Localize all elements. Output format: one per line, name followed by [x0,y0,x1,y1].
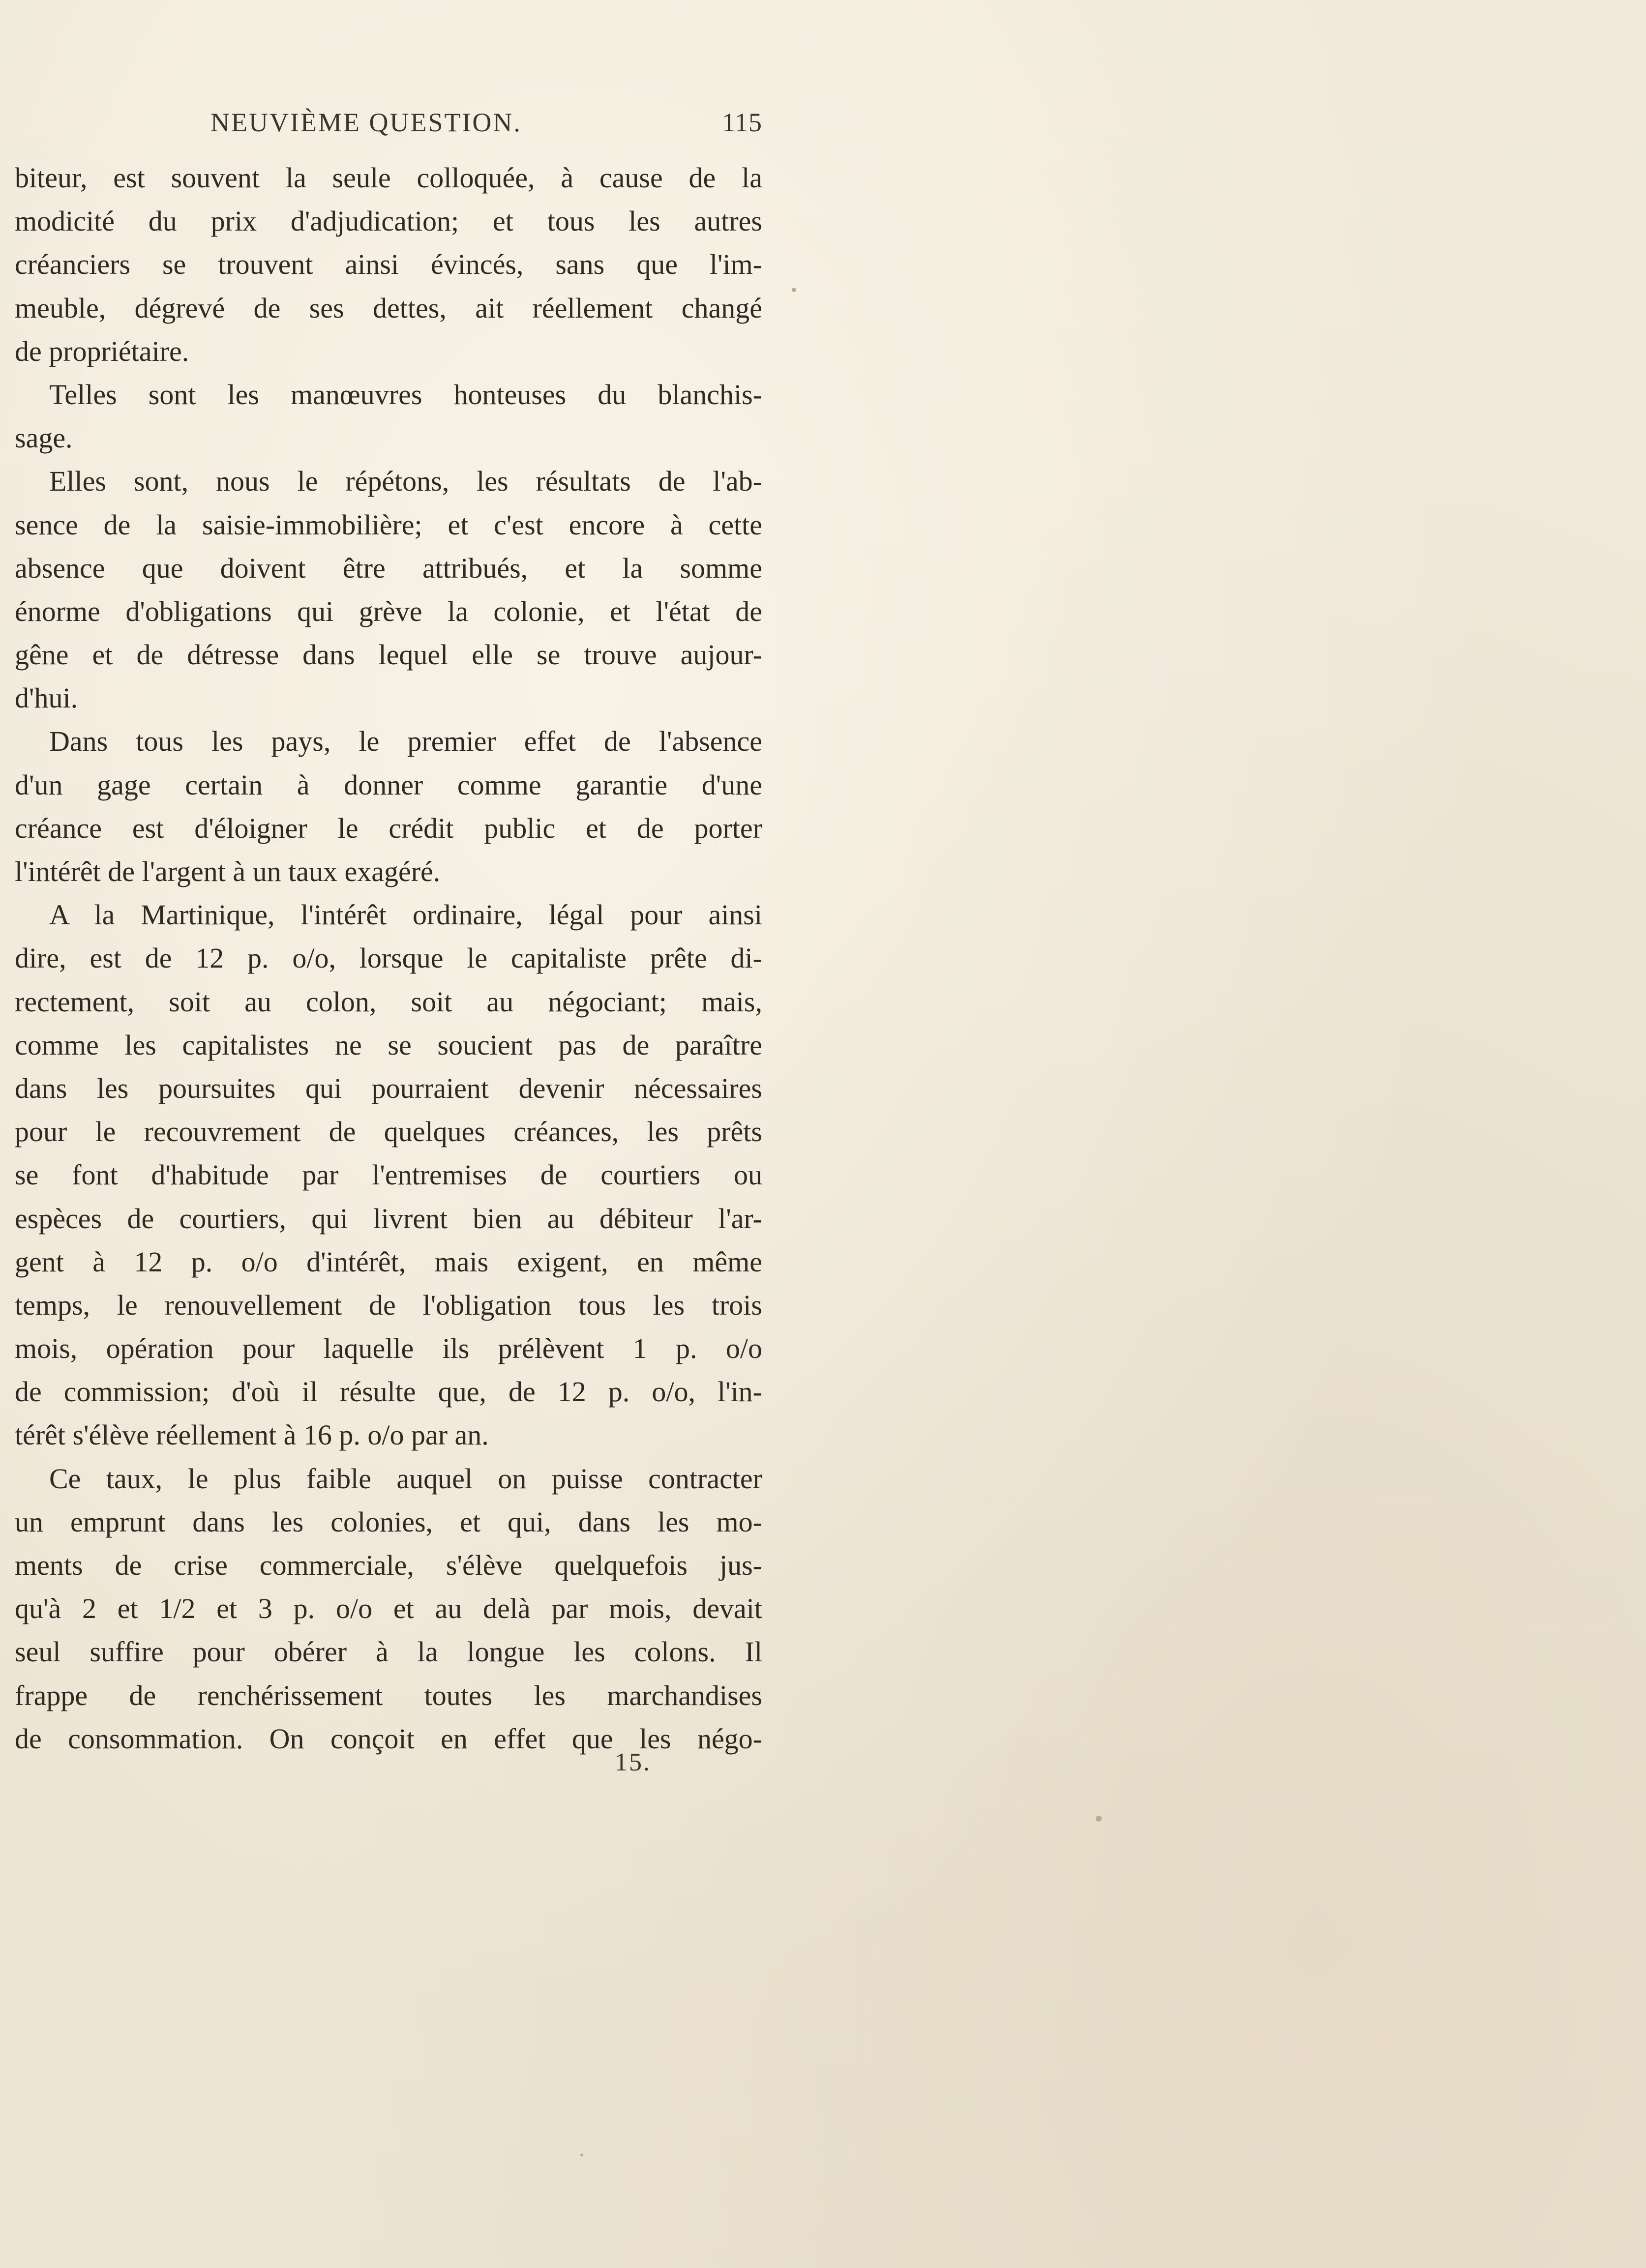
text-line: comme les capitalistes ne se soucient pas de paraître [15,1029,762,1061]
running-title: NEUVIÈME QUESTION. [210,108,522,137]
text-line: énorme d'obligations qui grève la colonie, et l'état de [15,595,762,627]
text-line: se font d'habitude par l'entremises de courtiers ou [15,1159,762,1191]
text-line: dire, est de 12 p. o/o, lorsque le capitaliste prête di- [15,942,762,974]
text-line: espèces de courtiers, qui livrent bien au débiteur l'ar- [15,1202,762,1235]
text-line: Elles sont, nous le répétons, les résultats de l'ab- [49,465,762,498]
text-line: sence de la saisie-immobilière; et c'est encore à cette [15,508,762,541]
text-line: qu'à 2 et 1/2 et 3 p. o/o et au delà par mois, devait [15,1592,762,1625]
text-line: d'un gage certain à donner comme garantie d'une [15,768,762,801]
text-line: de commission; d'où il résulte que, de 12 p. o/o, l'in- [15,1376,762,1408]
text-line: sage. [15,422,73,454]
text-line: absence que doivent être attribués, et la somme [15,552,762,584]
text-line: Telles sont les manœuvres honteuses du blanchis- [49,378,762,411]
page-number: 115 [722,108,762,137]
text-line: rectement, soit au colon, soit au négociant; mais, [15,985,762,1018]
text-line: l'intérêt de l'argent à un taux exagéré. [15,855,441,887]
text-line: ments de crise commerciale, s'élève quelquefois jus- [15,1549,762,1581]
text-line: créanciers se trouvent ainsi évincés, sans que l'im- [15,248,762,281]
paper-speck [792,288,796,292]
text-line: mois, opération pour laquelle ils prélèvent 1 p. o/o [15,1332,762,1365]
text-line: seul suffire pour obérer à la longue les colons. Il [15,1636,762,1668]
paper-speck [1096,1816,1102,1822]
paper-speck [580,2153,583,2156]
text-line: de consommation. On conçoit en effet que les négo- [15,1722,762,1755]
body-text [15,156,762,1761]
text-line: d'hui. [15,682,78,714]
text-line: un emprunt dans les colonies, et qui, dans les mo- [15,1505,762,1538]
text-line: térêt s'élève réellement à 16 p. o/o par an. [15,1419,489,1451]
text-line: pour le recouvrement de quelques créances, les prêts [15,1116,762,1148]
text-line: dans les poursuites qui pourraient devenir nécessaires [15,1072,762,1104]
text-line: Ce taux, le plus faible auquel on puisse contracter [49,1462,762,1495]
text-line: modicité du prix d'adjudication; et tous les autres [15,205,762,237]
text-line: meuble, dégrevé de ses dettes, ait réellement changé [15,292,762,324]
text-line: biteur, est souvent la seule colloquée, à cause de la [15,162,762,194]
text-line: frappe de renchérissement toutes les marchandises [15,1679,762,1711]
text-line: Dans tous les pays, le premier effet de l'absence [49,725,762,758]
text-line: gent à 12 p. o/o d'intérêt, mais exigent, en même [15,1245,762,1278]
text-line: de propriétaire. [15,335,189,367]
running-head [15,107,762,147]
text-line: temps, le renouvellement de l'obligation tous les trois [15,1289,762,1321]
text-line: créance est d'éloigner le crédit public et de porter [15,812,762,844]
signature-mark: 15. [615,1748,651,1776]
text-line: gêne et de détresse dans lequel elle se trouve aujour- [15,639,762,671]
text-line: A la Martinique, l'intérêt ordinaire, légal pour ainsi [49,899,762,931]
